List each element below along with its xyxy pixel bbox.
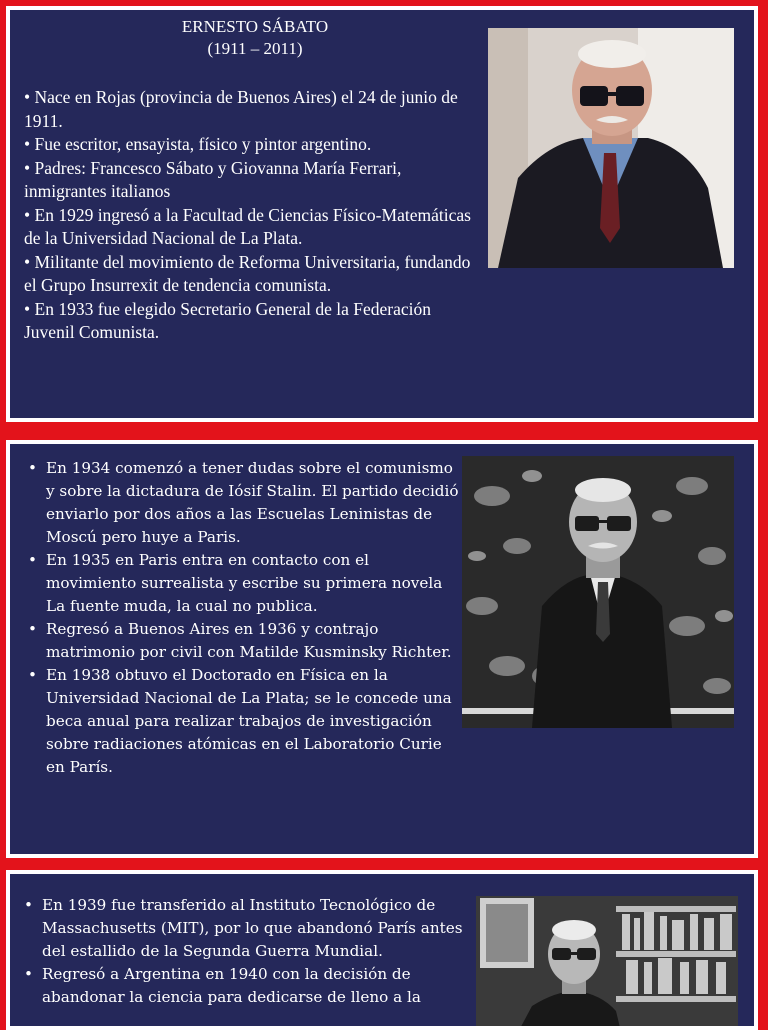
text-line: • En 1929 ingresó a la Facultad de Ciencias Físico-Matemáticas de la Universidad Nacional de La Plata. [24,204,471,248]
list-item: • En 1935 en Paris entra en contacto con el movimiento surrealista y escribe su primera novela La fuente muda, la cual no publica. [24,549,464,618]
slide-3-panel [10,874,754,1026]
list-item: • En 1938 obtuvo el Doctorado en Física en la Universidad Nacional de La Plata; se le concede una beca anual para realizar trabajos de investigación sobre radiaciones atómicas en el Laboratorio Curie en París. [24,664,464,779]
text-line: • Nace en Rojas (provincia de Buenos Aires) el 24 de junio de 1911. [24,87,458,131]
slide-1 [6,6,758,422]
slide-1-text [24,86,484,345]
bullet-list [20,894,470,1009]
text-line: • Padres: Francesco Sábato y Giovanna María Ferrari, inmigrantes italianos [24,157,402,201]
slide-years: (1911 – 2011) [207,39,303,58]
slide-1-panel [10,10,754,418]
list-item: • Regresó a Buenos Aires en 1936 y contrajo matrimonio por civil con Matilde Kusminsky Richter. [24,618,464,664]
slide-title-block [130,16,380,60]
bullet-list [24,457,464,779]
list-item: • En 1939 fue transferido al Instituto Tecnológico de Massachusetts (MIT), por lo que abandonó París antes del estallido de la Segunda Guerra Mundial. [20,894,470,963]
portrait-photo-2 [462,456,734,728]
list-item: • En 1934 comenzó a tener dudas sobre el comunismo y sobre la dictadura de Iósif Stalin. El partido decidió enviarlo por dos años a las Escuelas Leninistas de Moscú pero huye a Paris. [24,457,464,549]
list-item: • Regresó a Argentina en 1940 con la decisión de abandonar la ciencia para dedicarse de lleno a la [20,963,470,1009]
portrait-photo-3 [476,896,738,1026]
slide-2 [6,440,758,858]
text-line: • Militante del movimiento de Reforma Universitaria, fundando el Grupo Insurrexit de tendencia comunista. [24,251,471,295]
slide-3 [6,870,758,1030]
text-line: • Fue escritor, ensayista, físico y pintor argentino. [24,134,372,154]
slide-2-panel [10,444,754,854]
slide-title: ERNESTO SÁBATO [181,17,329,36]
text-line: • En 1933 fue elegido Secretario General de la Federación Juvenil Comunista. [24,298,431,342]
portrait-photo-1 [488,28,734,268]
